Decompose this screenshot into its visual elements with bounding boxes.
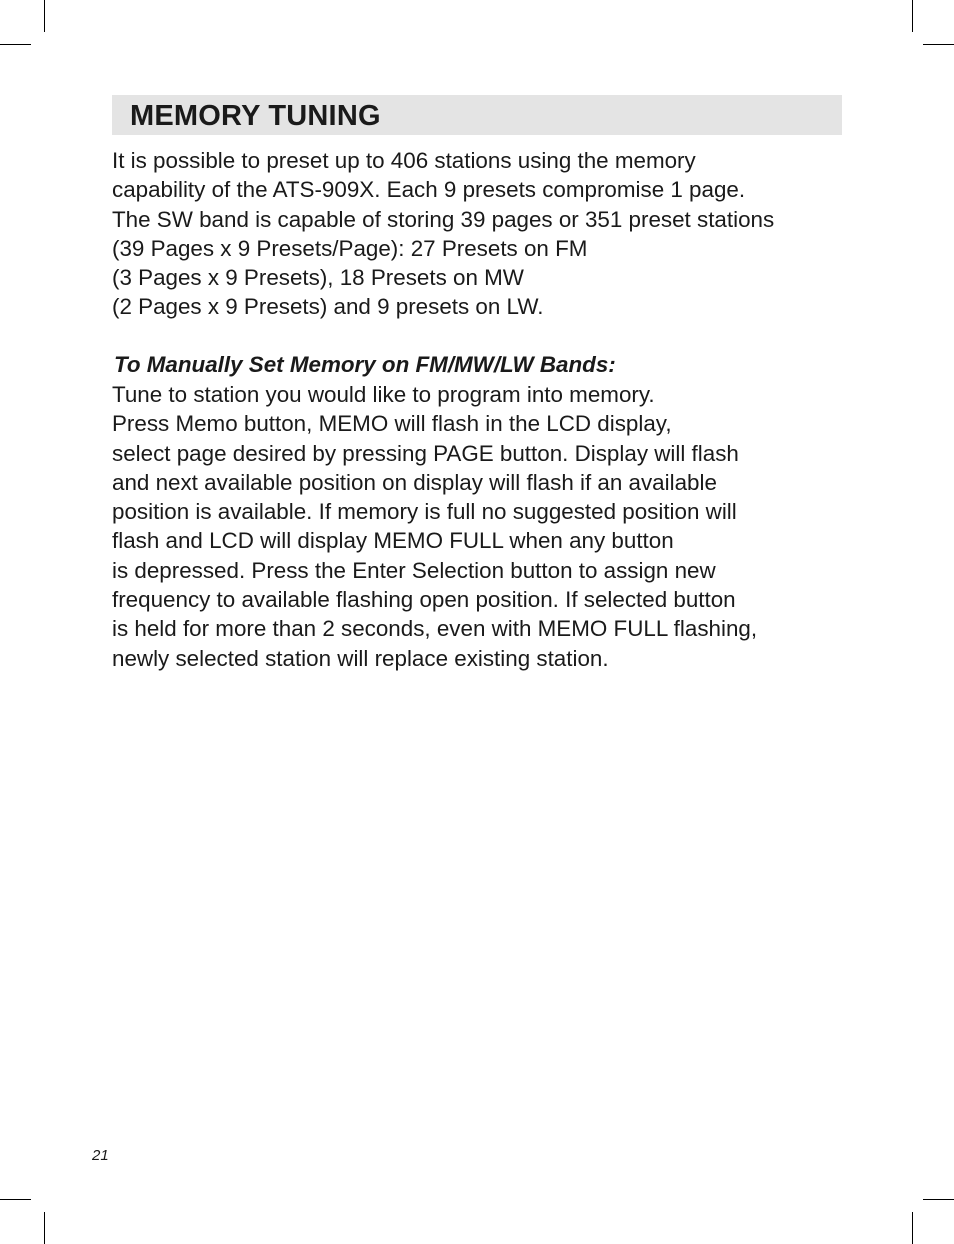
manual-set-line: Press Memo button, MEMO will flash in the LCD display, [112, 411, 672, 437]
intro-line: (2 Pages x 9 Presets) and 9 presets on LW. [112, 294, 544, 320]
crop-mark-bottom-left-horizontal [0, 1199, 31, 1200]
manual-set-line: frequency to available flashing open position. If selected button [112, 587, 736, 613]
manual-set-line: flash and LCD will display MEMO FULL when any button [112, 528, 674, 554]
crop-mark-bottom-left-vertical [44, 1212, 45, 1244]
section-title: MEMORY TUNING [130, 100, 381, 132]
crop-mark-top-left-horizontal [0, 44, 31, 45]
intro-line: capability of the ATS-909X. Each 9 presets compromise 1 page. [112, 177, 746, 203]
manual-set-line: is depressed. Press the Enter Selection button to assign new [112, 557, 716, 583]
crop-mark-bottom-right-horizontal [923, 1199, 954, 1200]
manual-set-heading: To Manually Set Memory on FM/MW/LW Bands: [114, 352, 616, 377]
intro-line: (3 Pages x 9 Presets), 18 Presets on MW [112, 265, 524, 291]
crop-mark-top-right-vertical [912, 0, 913, 32]
page-number: 21 [92, 1147, 109, 1164]
section-header-bar [112, 95, 842, 135]
manual-set-line: Tune to station you would like to program into memory. [112, 382, 655, 407]
crop-mark-top-left-vertical [44, 0, 45, 32]
manual-set-line: is held for more than 2 seconds, even with MEMO FULL flashing, [112, 616, 758, 642]
intro-paragraph [112, 146, 852, 322]
manual-set-line: position is available. If memory is full no suggested position will [112, 499, 737, 525]
manual-set-line: and next available position on display will flash if an available [112, 469, 717, 495]
intro-line: It is possible to preset up to 406 stations using the memory [112, 148, 696, 173]
intro-line: (39 Pages x 9 Presets/Page): 27 Presets on FM [112, 235, 588, 261]
manual-set-paragraph [112, 380, 852, 673]
crop-mark-top-right-horizontal [923, 44, 954, 45]
manual-set-line: select page desired by pressing PAGE button. Display will flash [112, 440, 739, 466]
crop-mark-bottom-right-vertical [912, 1212, 913, 1244]
manual-set-line: newly selected station will replace existing station. [112, 645, 609, 671]
intro-line: The SW band is capable of storing 39 pages or 351 preset stations [112, 206, 775, 232]
